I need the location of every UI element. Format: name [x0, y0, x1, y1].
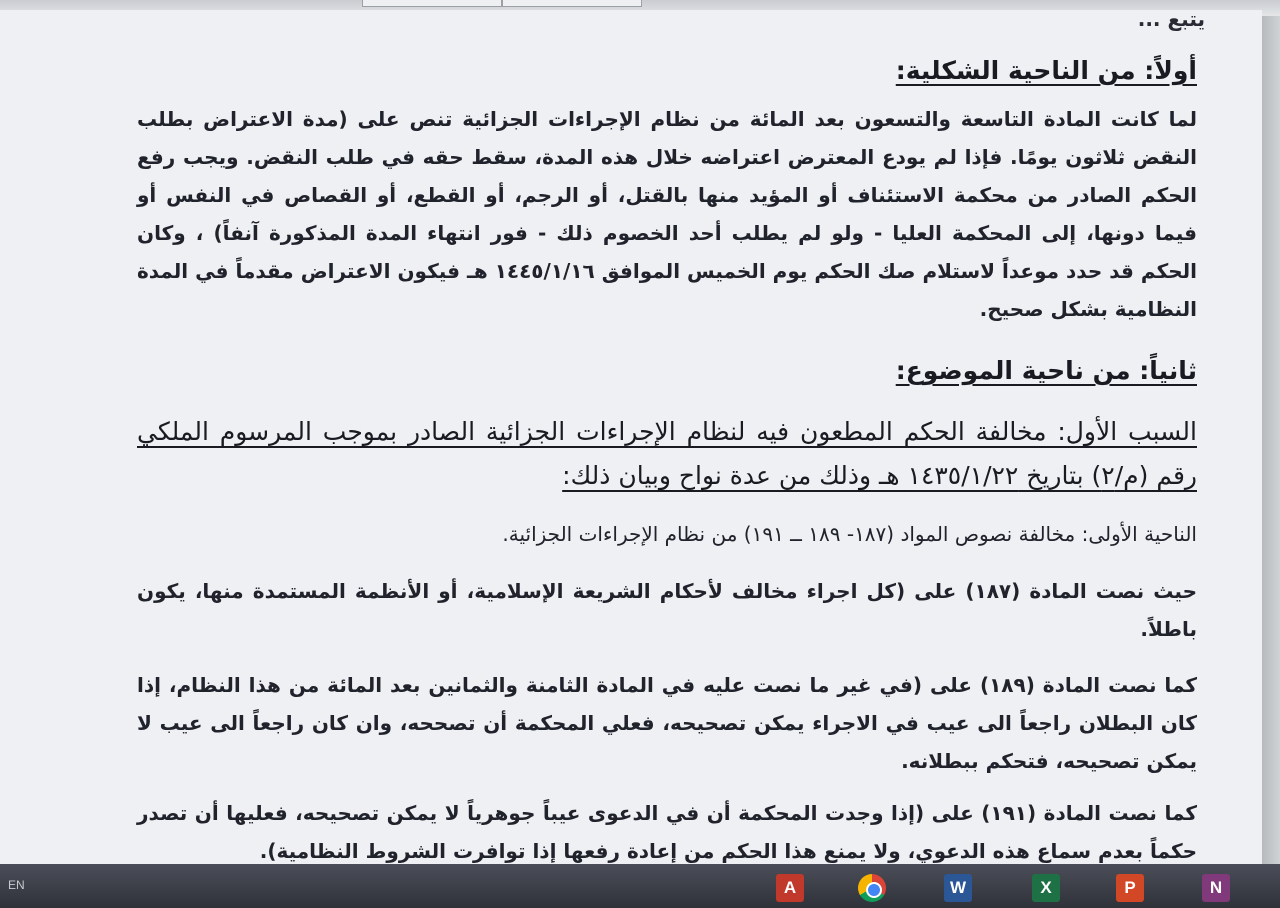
paragraph-objection-period: لما كانت المادة التاسعة والتسعون بعد المائة من نظام الإجراءات الجزائية تنص على (مدة الاعتراض بطلب النقض ثلاثون يومًا. فإذا لم يودع المعترض اعتراضه خلال هذه المدة، سقط حقه في طلب النقض. ويجب رفع الحكم الصادر من محكمة الاستئناف أو المؤيد منها بالقتل، أو الرجم، أو القطع، أو القصاص في النفس أو فيما دونها، إلى المحكمة العليا - ولو لم يطلب أحد الخصوم ذلك - فور انتهاء المدة المذكورة آنفاً) ، وكان الحكم قد حدد موعداً لاستلام صك الحكم يوم الخميس الموافق ١٤٤٥/١/١٦ هـ فيكون الاعتراض مقدماً في المدة النظامية بشكل صحيح.	[137, 107, 1197, 321]
taskbar-acrobat[interactable]	[770, 870, 812, 906]
excel-icon: X	[1032, 874, 1060, 902]
ribbon-tab[interactable]	[362, 0, 502, 7]
ribbon-tab[interactable]	[502, 0, 642, 7]
word-icon: W	[944, 874, 972, 902]
window-right-edge	[1262, 16, 1280, 864]
document-page[interactable]	[0, 10, 1262, 864]
taskbar-excel[interactable]	[1026, 870, 1068, 906]
language-indicator[interactable]: EN	[8, 878, 25, 892]
paragraph-article-191: كما نصت المادة (١٩١) على (إذا وجدت المحكمة أن في الدعوى عيباً جوهرياً لا يمكن تصحيحه، فعليها أن تصدر حكماً بعدم سماع هذه الدعوي، ولا يمنع هذا الحكم من إعادة رفعها إذا توافرت الشروط النظامية).	[137, 801, 1197, 863]
partial-text-line: يتبع ...	[1137, 10, 1205, 31]
taskbar	[0, 864, 1280, 908]
section-heading-substance: ثانياً: من ناحية الموضوع:	[895, 356, 1197, 385]
taskbar-powerpoint[interactable]	[1110, 870, 1152, 906]
taskbar-word[interactable]	[938, 870, 980, 906]
chrome-icon	[858, 874, 886, 902]
section-heading-formal: أولاً: من الناحية الشكلية:	[895, 56, 1197, 85]
taskbar-onenote[interactable]	[1196, 870, 1238, 906]
onenote-icon: N	[1202, 874, 1230, 902]
first-aspect-line: الناحية الأولى: مخالفة نصوص المواد (١٨٧- ١٨٩ ــ ١٩١) من نظام الإجراءات الجزائية.	[502, 522, 1197, 546]
document-body	[130, 10, 1205, 864]
powerpoint-icon: P	[1116, 874, 1144, 902]
acrobat-icon: A	[776, 874, 804, 902]
reason-one-heading: السبب الأول: مخالفة الحكم المطعون فيه لنظام الإجراءات الجزائية الصادر بموجب المرسوم الملكي رقم (م/٢) بتاريخ ١٤٣٥/١/٢٢ هـ وذلك من عدة نواح وبيان ذلك:	[137, 417, 1197, 490]
paragraph-article-189: كما نصت المادة (١٨٩) على (في غير ما نصت عليه في المادة الثامنة والثمانين بعد المائة من هذا النظام، إذا كان البطلان راجعاً الى عيب في الاجراء يمكن تصحيحه، فعلي المحكمة أن تصححه، وان كان راجعاً الى عيب لا يمكن تصحيحه، فتحكم ببطلانه.	[137, 673, 1197, 773]
taskbar-chrome[interactable]	[852, 870, 894, 906]
paragraph-article-187: حيث نصت المادة (١٨٧) على (كل اجراء مخالف لأحكام الشريعة الإسلامية، أو الأنظمة المستمدة منها، يكون باطلاً.	[137, 579, 1197, 641]
